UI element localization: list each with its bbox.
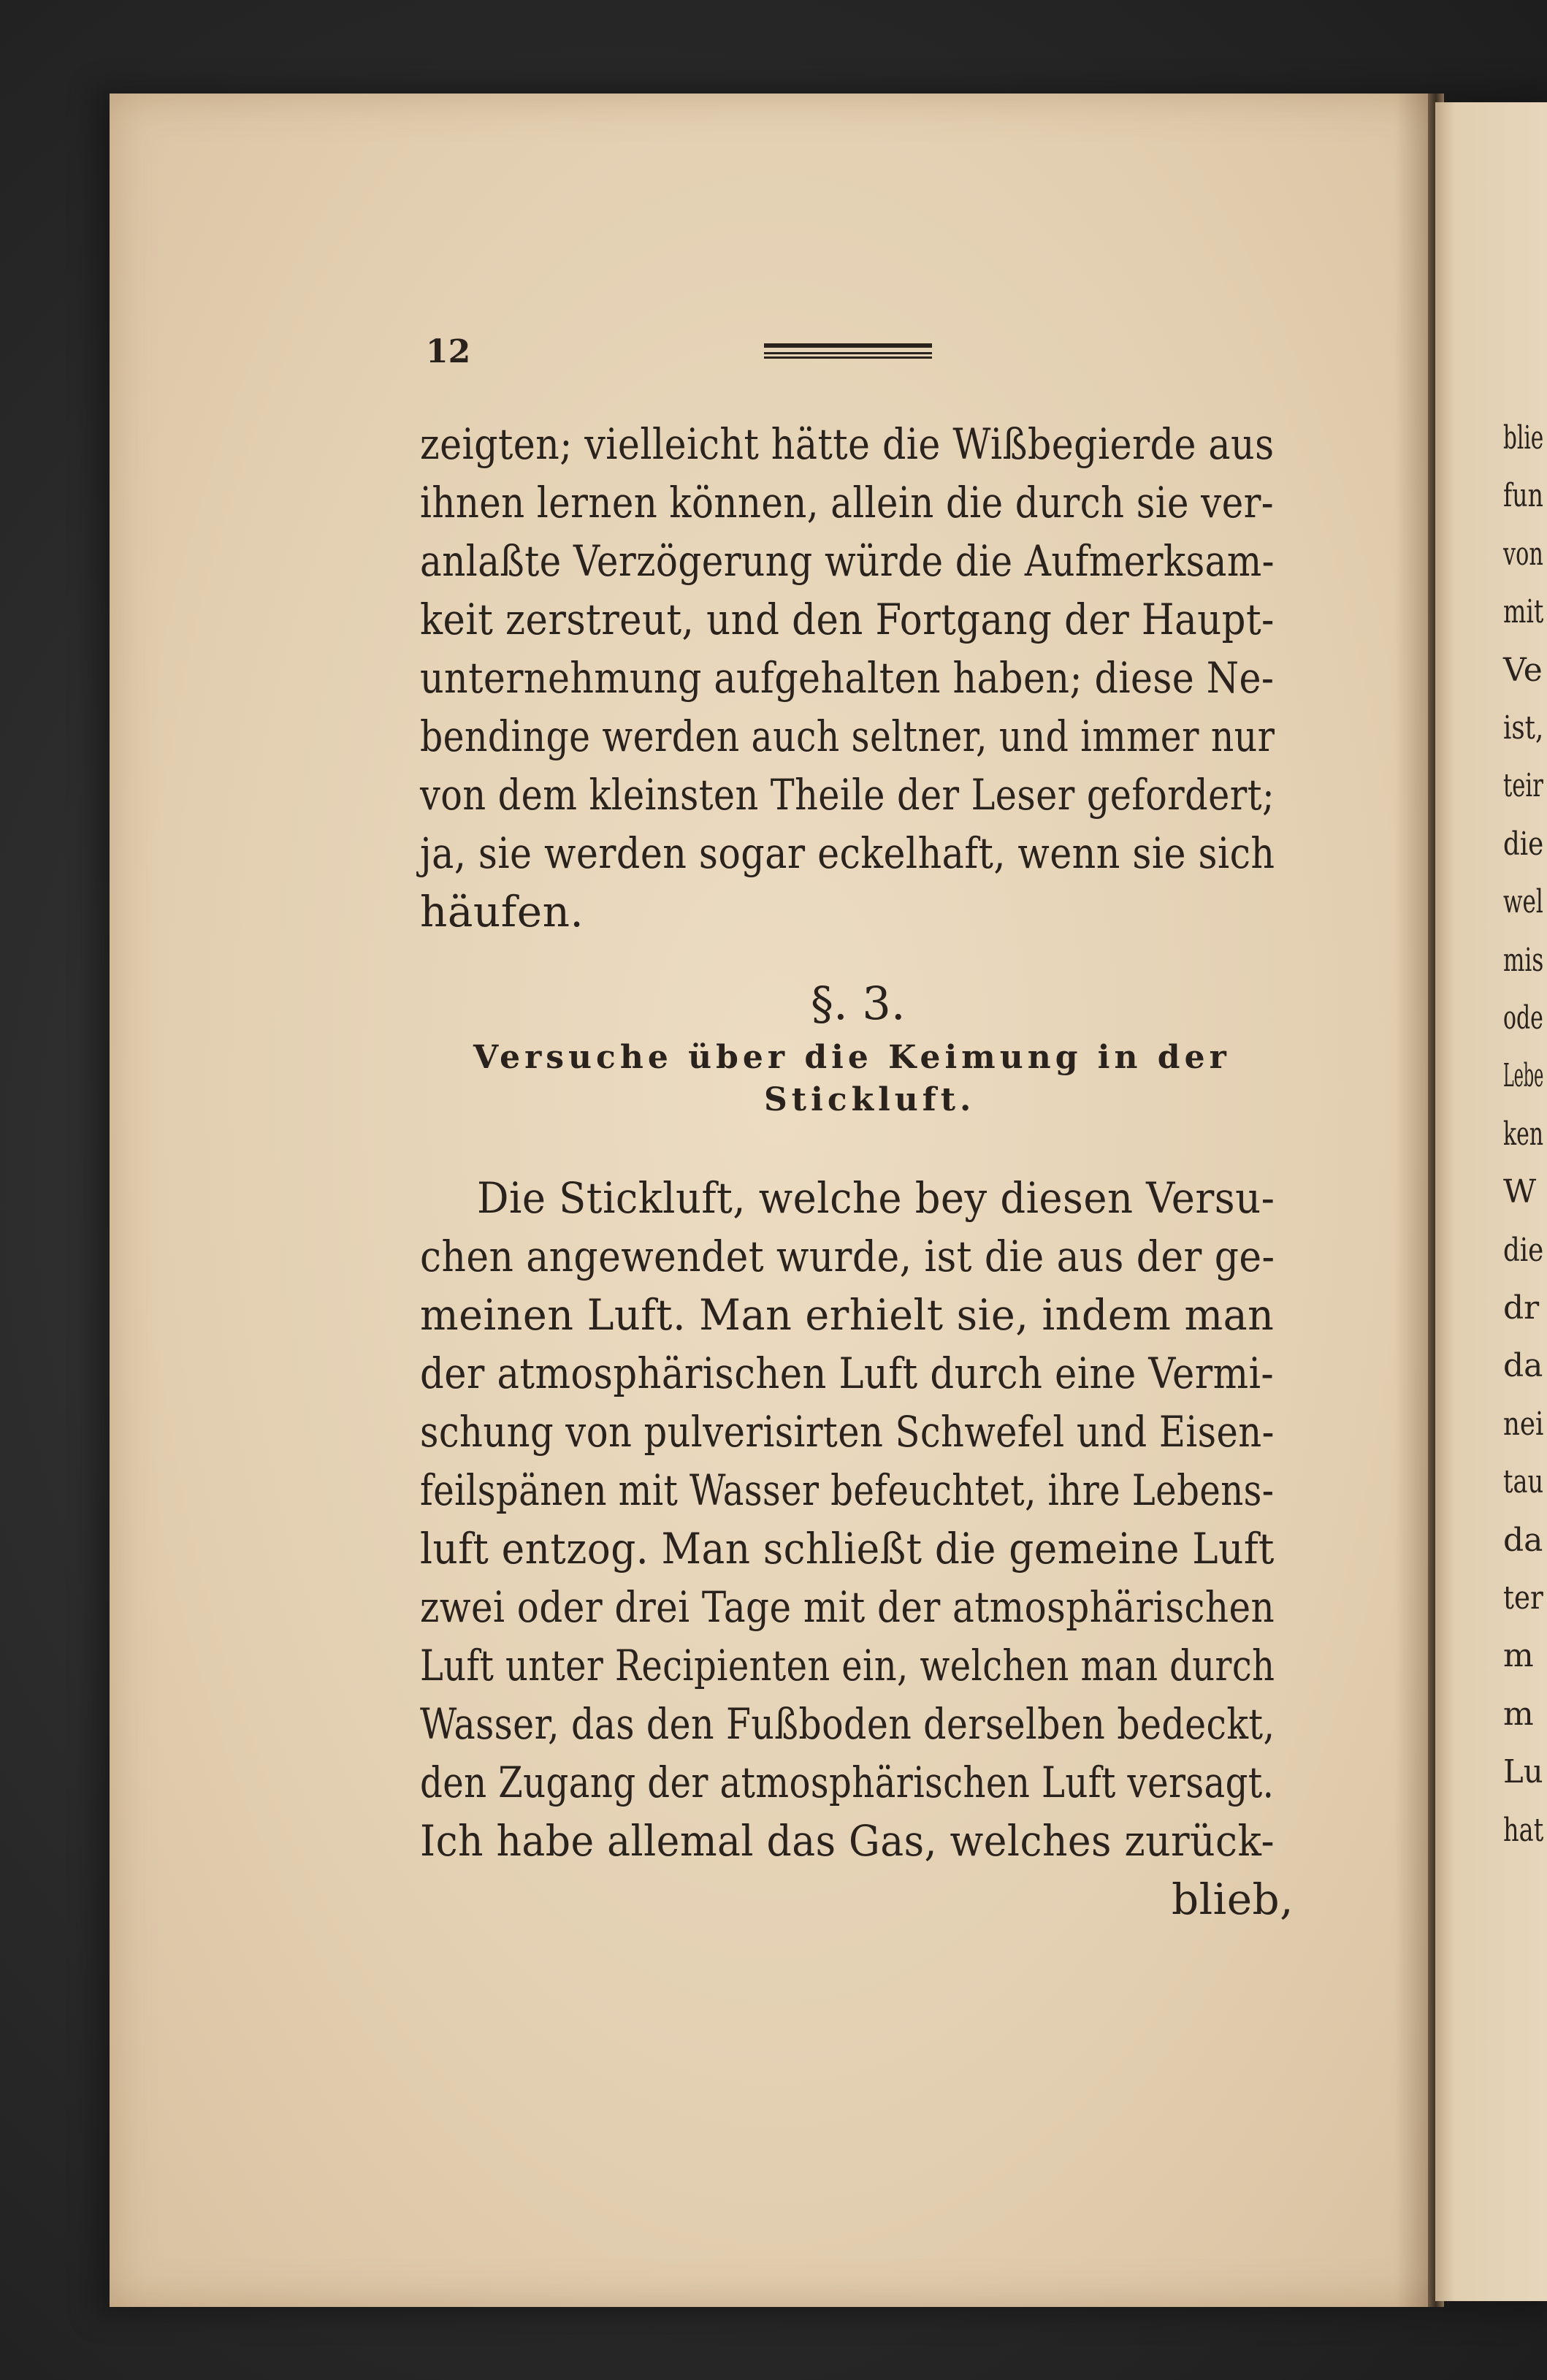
facing-page-line: da	[1503, 1521, 1543, 1559]
text-line: unternehmung aufgehalten haben; diese Ne-	[420, 653, 1275, 703]
text-line: anlaßte Verzögerung würde die Aufmerksam-	[420, 536, 1275, 586]
text-line: Ich habe allemal das Gas, welches zurück-	[420, 1816, 1275, 1866]
text-line: ihnen lernen können, allein die durch sie ver-	[420, 478, 1275, 527]
facing-page-line: W	[1503, 1173, 1537, 1211]
facing-page-line: ode	[1503, 999, 1543, 1037]
facing-page-line: nei	[1503, 1405, 1544, 1443]
text-line: keit zerstreut, und den Fortgang der Haupt-	[420, 595, 1275, 644]
section-heading: Stickluft.	[764, 1081, 976, 1118]
facing-page-line: ter	[1503, 1579, 1543, 1617]
facing-page-line: von	[1503, 535, 1543, 573]
facing-page-line: m	[1503, 1637, 1534, 1675]
text-line: Luft unter Recipienten ein, welchen man durch	[420, 1641, 1275, 1690]
text-line: den Zugang der atmosphärischen Luft versagt.	[420, 1758, 1275, 1807]
text-line: zeigten; vielleicht hätte die Wißbegierde aus	[420, 419, 1275, 469]
facing-page-line: dr	[1503, 1289, 1540, 1327]
text-line: häufen.	[420, 887, 584, 937]
facing-page-line: fun	[1503, 477, 1543, 515]
header-rule	[764, 343, 932, 359]
facing-page-line: wel	[1503, 883, 1543, 921]
facing-page-line: die	[1503, 825, 1544, 863]
section-number: §. 3.	[811, 977, 906, 1030]
text-line: chen angewendet wurde, ist die aus der ge-	[420, 1232, 1275, 1281]
facing-page-line: mit	[1503, 593, 1544, 631]
facing-page-line: mis	[1503, 941, 1544, 979]
text-line: von dem kleinsten Theile der Leser gefordert;	[420, 770, 1275, 820]
text-line: meinen Luft. Man erhielt sie, indem man	[420, 1290, 1275, 1340]
text-line: luft entzog. Man schließt die gemeine Luft	[420, 1524, 1275, 1574]
catchword-text: blieb,	[1172, 1874, 1294, 1924]
text-line: zwei oder drei Tage mit der atmosphärischen	[420, 1582, 1275, 1632]
facing-page-line: ken	[1503, 1115, 1544, 1153]
facing-page-line: blie	[1503, 419, 1544, 457]
facing-page-line: m	[1503, 1695, 1534, 1733]
text-line: Die Stickluft, welche bey diesen Versu-	[477, 1173, 1275, 1223]
facing-page-line: Lu	[1503, 1753, 1543, 1791]
text-line: ja, sie werden sogar eckelhaft, wenn sie sich	[420, 828, 1275, 878]
facing-page-line: da	[1503, 1347, 1543, 1385]
facing-page-line: ist,	[1503, 709, 1544, 747]
facing-page-line: hat	[1503, 1811, 1544, 1849]
section-heading: Versuche über die Keimung in der	[473, 1039, 1231, 1076]
facing-page-line: teir	[1503, 767, 1543, 805]
text-line: der atmosphärischen Luft durch eine Vermi-	[420, 1349, 1275, 1398]
page-number: 12	[426, 333, 471, 370]
text-line: Wasser, das den Fußboden derselben bedeckt,	[420, 1699, 1275, 1749]
facing-page-line: die	[1503, 1231, 1544, 1269]
facing-page-line: Ve	[1503, 651, 1543, 689]
facing-page-line: Lebe	[1503, 1057, 1544, 1095]
facing-page-line: tau	[1503, 1463, 1544, 1501]
text-line: feilspänen mit Wasser befeuchtet, ihre Lebens-	[420, 1465, 1275, 1515]
text-line: schung von pulverisirten Schwefel und Eisen-	[420, 1407, 1275, 1457]
text-line: bendinge werden auch seltner, und immer nur	[420, 712, 1275, 761]
